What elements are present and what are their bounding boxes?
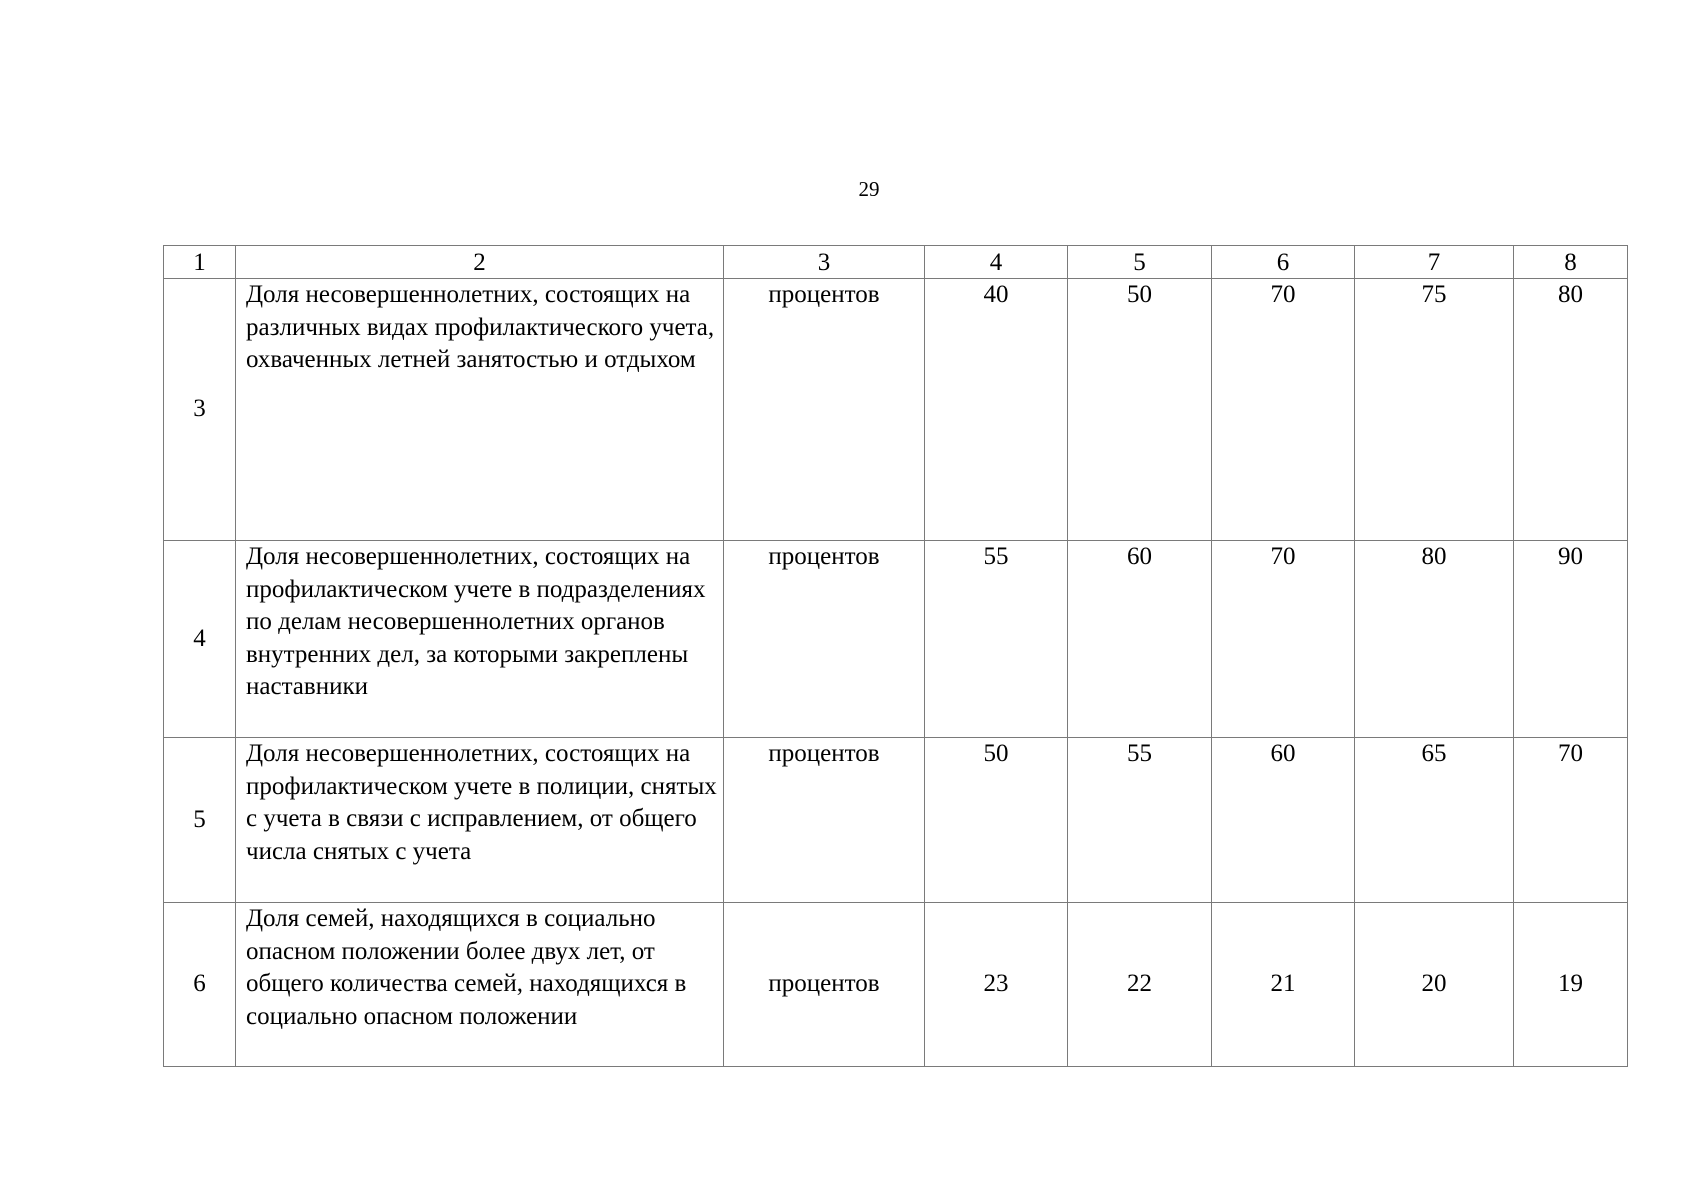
header-cell: 6 [1212, 246, 1355, 279]
header-cell: 8 [1514, 246, 1628, 279]
row-value: 80 [1355, 541, 1514, 738]
header-cell: 2 [236, 246, 724, 279]
table-row [164, 279, 1628, 541]
row-value: 50 [925, 738, 1068, 903]
row-value: 22 [1068, 903, 1212, 1067]
row-description: Доля несовершеннолетних, состоящих на профилактическом учете в подразделениях по делам несовершеннолетних органов внутренних дел, за которыми закреплены наставники [236, 541, 724, 738]
page-number: 29 [858, 177, 880, 201]
row-value: 19 [1514, 903, 1628, 1067]
header-cell: 5 [1068, 246, 1212, 279]
row-number: 5 [164, 738, 236, 903]
row-value: 20 [1355, 903, 1514, 1067]
header-cell: 7 [1355, 246, 1514, 279]
row-value: 60 [1212, 738, 1355, 903]
row-value: 50 [1068, 279, 1212, 541]
row-value: 70 [1514, 738, 1628, 903]
row-value: 55 [1068, 738, 1212, 903]
row-value: 80 [1514, 279, 1628, 541]
row-description: Доля семей, находящихся в социально опасном положении более двух лет, от общего количества семей, находящихся в социально опасном положении [236, 903, 724, 1067]
indicators-table [163, 245, 1628, 1067]
row-value: 70 [1212, 279, 1355, 541]
header-cell: 3 [724, 246, 925, 279]
table-row [164, 541, 1628, 738]
row-value: 60 [1068, 541, 1212, 738]
row-value: 23 [925, 903, 1068, 1067]
row-number: 3 [164, 279, 236, 541]
row-value: 70 [1212, 541, 1355, 738]
header-cell: 4 [925, 246, 1068, 279]
row-value: 75 [1355, 279, 1514, 541]
row-description: Доля несовершеннолетних, состоящих на различных видах профилактического учета, охваченных летней занятостью и отдыхом [236, 279, 724, 541]
table-row [164, 738, 1628, 903]
row-number: 6 [164, 903, 236, 1067]
row-value: 21 [1212, 903, 1355, 1067]
header-cell: 1 [164, 246, 236, 279]
row-unit: процентов [724, 903, 925, 1067]
row-value: 55 [925, 541, 1068, 738]
row-value: 65 [1355, 738, 1514, 903]
row-value: 40 [925, 279, 1068, 541]
row-number: 4 [164, 541, 236, 738]
row-unit: процентов [724, 279, 925, 541]
row-description: Доля несовершеннолетних, состоящих на профилактическом учете в полиции, снятых с учета в связи с исправлением, от общего числа снятых с учета [236, 738, 724, 903]
row-unit: процентов [724, 541, 925, 738]
row-value: 90 [1514, 541, 1628, 738]
table-header-row [164, 246, 1628, 279]
row-unit: процентов [724, 738, 925, 903]
table-row [164, 903, 1628, 1067]
